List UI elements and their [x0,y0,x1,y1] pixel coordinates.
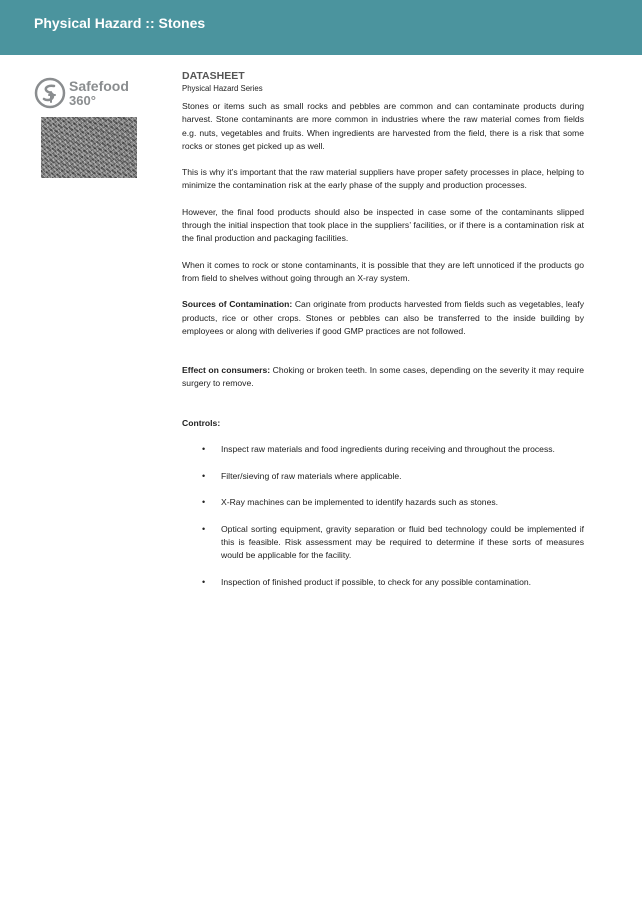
logo-word: Safefood [69,78,129,94]
list-item [182,443,584,456]
list-item [182,496,584,509]
datasheet-content [182,70,584,603]
xray-paragraph: When it comes to rock or stone contaminants, it is possible that they are left unnoticed if the products go from field to shelves without going through an X-ray system. [182,259,584,283]
list-item-text: Optical sorting equipment, gravity separation or fluid bed technology could be implemented if this is feasible. Risk assessment may be required to determine if these sorts of measures would be applicable for the facility. [221,523,584,561]
datasheet-subtitle: Physical Hazard Series [182,84,263,93]
stones-photo [41,117,137,178]
effect-paragraph [182,364,584,391]
bullet-icon: • [202,577,206,588]
effect-text: Choking or broken teeth. In some cases, depending on the severity it may require surgery to remove. [182,365,584,389]
bullet-icon: • [202,470,206,481]
inspection-paragraph: However, the final food products should also be inspected in case some of the contaminants slipped through the initial inspection that took place in the suppliers’ facilities, or if there is a contamination risk at the final production and packaging facilities. [182,206,584,244]
header-bar [0,0,642,55]
safefood-logo [34,77,144,111]
bullet-icon: • [202,523,206,534]
controls-list [182,443,584,589]
logo-number: 360° [69,93,96,108]
datasheet-title: DATASHEET [182,70,245,82]
list-item [182,523,584,563]
sources-label: Sources of Contamination: [182,299,293,310]
list-item [182,576,584,589]
bullet-icon: • [202,497,206,508]
controls-heading: Controls: [182,417,221,428]
page-title: Physical Hazard :: Stones [34,15,206,31]
list-item [182,470,584,483]
logo-mark-icon [34,77,66,109]
list-item-text: X-Ray machines can be implemented to identify hazards such as stones. [221,497,499,508]
list-item-text: Filter/sieving of raw materials where applicable. [221,470,402,481]
sources-text: Can originate from products harvested from fields such as vegetables, leafy products, rice or other crops. Stones or pebbles can also be transferred to the inside building by employees or along with deliveries if good GMP practices are not followed. [182,299,584,336]
supplier-paragraph: This is why it’s important that the raw material suppliers have proper safety processes in place, helping to minimize the contamination risk at the early phase of the supply and production processes. [182,167,584,191]
list-item-text: Inspect raw materials and food ingredients during receiving and throughout the process. [221,444,555,455]
sources-paragraph [182,298,584,338]
intro-paragraph: Stones or items such as small rocks and pebbles are common and can contaminate products during harvest. Stone contaminants are more common in industries where the raw material comes from fields e.g. nuts, vegetables and fruits. When ingredients are harvested from the field, there is a risk that some rocks or stones get picked up as well. [182,101,584,151]
bullet-icon: • [202,444,206,455]
effect-label: Effect on consumers: [182,365,271,376]
list-item-text: Inspection of finished product if possible, to check for any possible contamination. [221,577,532,588]
